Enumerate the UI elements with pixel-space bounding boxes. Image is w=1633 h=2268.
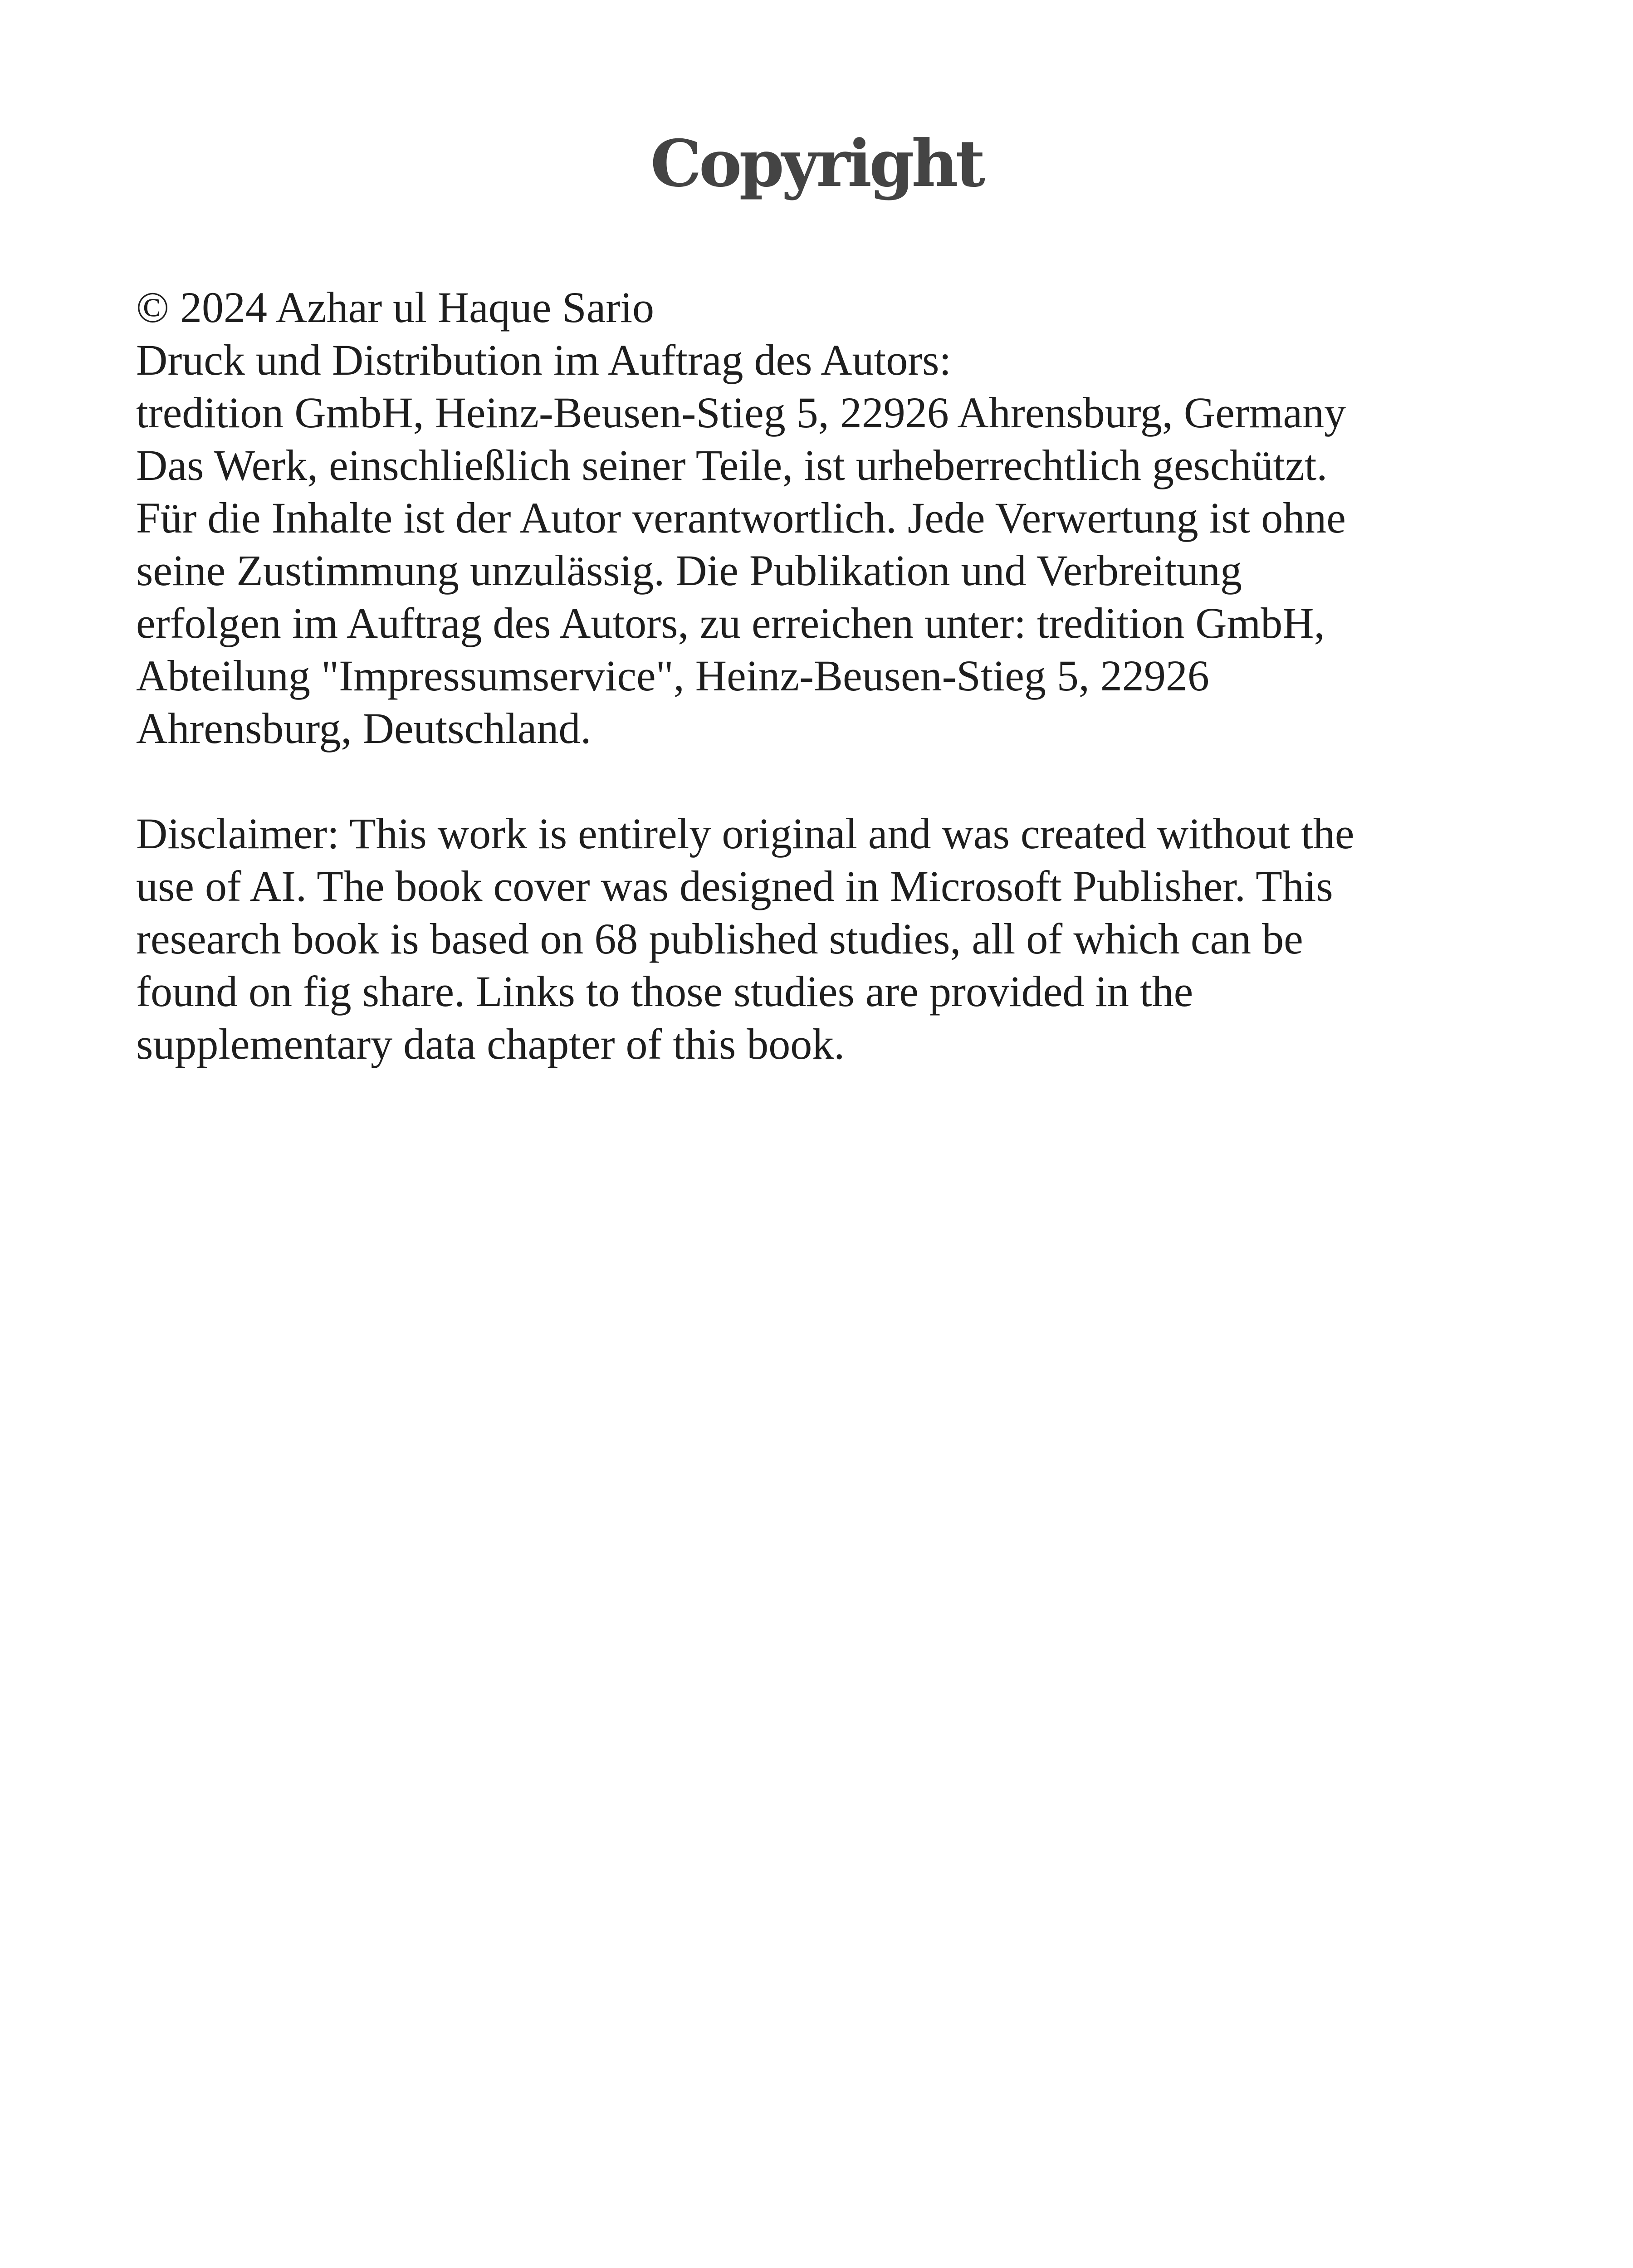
disclaimer-paragraph bbox=[136, 807, 1506, 1070]
disclaimer-line: research book is based on 68 published studies, all of which can be bbox=[136, 914, 1303, 963]
page-title: Copyright bbox=[650, 126, 983, 201]
copyright-line: Abteilung "Impressumservice", Heinz-Beusen-Stieg 5, 22926 bbox=[136, 651, 1209, 700]
disclaimer-line: Disclaimer: This work is entirely original and was created without the bbox=[136, 809, 1354, 858]
disclaimer-line: supplementary data chapter of this book. bbox=[136, 1020, 845, 1068]
disclaimer-line: found on fig share. Links to those studies are provided in the bbox=[136, 967, 1193, 1016]
copyright-line: erfolgen im Auftrag des Autors, zu erreichen unter: tredition GmbH, bbox=[136, 599, 1325, 647]
copyright-line: Das Werk, einschließlich seiner Teile, ist urheberrechtlich geschützt. bbox=[136, 441, 1328, 489]
copyright-line: tredition GmbH, Heinz-Beusen-Stieg 5, 22926 Ahrensburg, Germany bbox=[136, 388, 1346, 437]
copyright-line: Für die Inhalte ist der Autor verantwortlich. Jede Verwertung ist ohne bbox=[136, 494, 1346, 542]
disclaimer-line: use of AI. The book cover was designed in Microsoft Publisher. This bbox=[136, 862, 1333, 910]
copyright-line: Druck und Distribution im Auftrag des Autors: bbox=[136, 336, 952, 384]
copyright-line: Ahrensburg, Deutschland. bbox=[136, 704, 592, 753]
copyright-notice bbox=[136, 281, 1506, 755]
copyright-line: seine Zustimmung unzulässig. Die Publikation und Verbreitung bbox=[136, 546, 1242, 595]
copyright-line: © 2024 Azhar ul Haque Sario bbox=[136, 283, 655, 332]
